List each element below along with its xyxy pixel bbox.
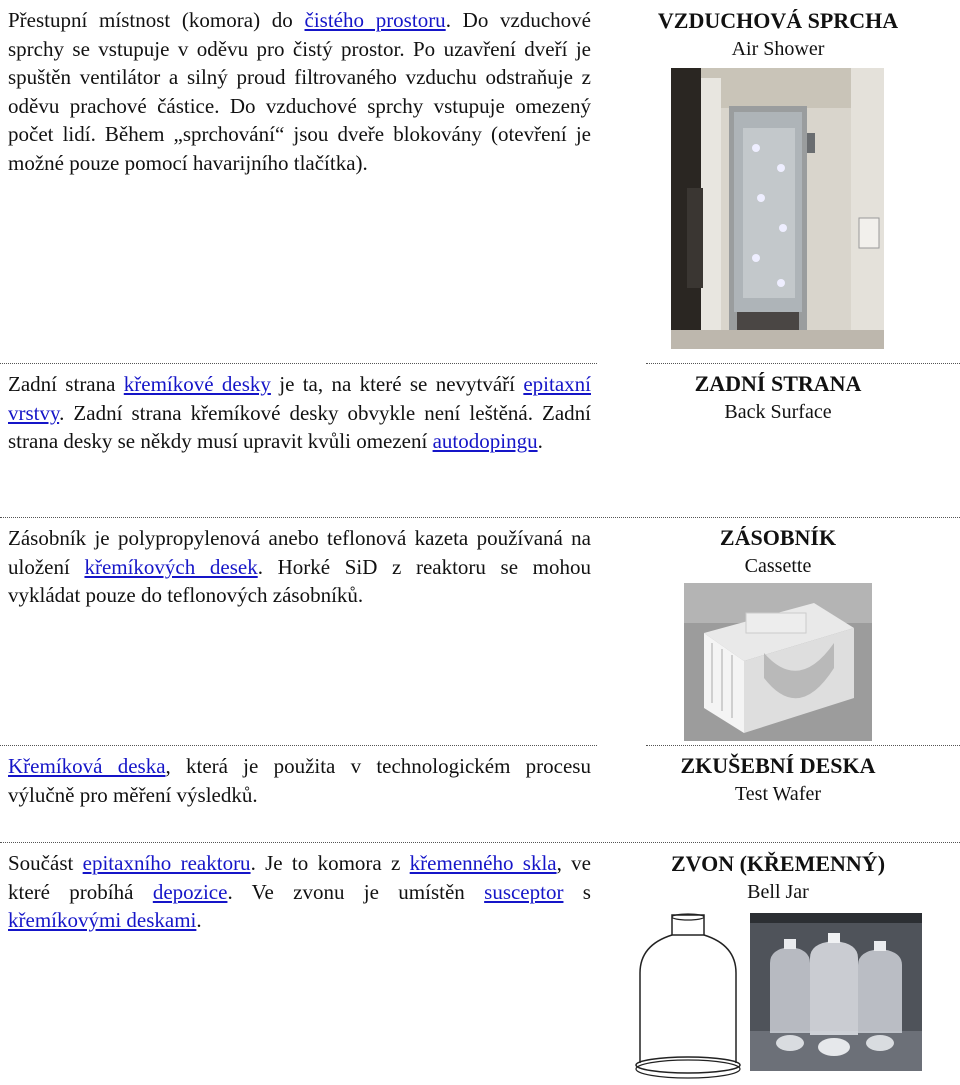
glossary-link[interactable]: epitaxního reaktoru xyxy=(82,851,251,875)
glossary-term xyxy=(596,850,960,906)
paragraph-text: Součást xyxy=(8,851,83,875)
glossary-link[interactable]: křemenného skla xyxy=(409,851,557,875)
term-title: ZVON (KŘEMENNÝ) xyxy=(670,851,886,876)
glossary-link[interactable]: depozice xyxy=(152,879,228,904)
glossary-description xyxy=(8,370,591,456)
glossary-link[interactable]: Křemíková deska xyxy=(8,754,166,778)
paragraph-text: Zadní strana xyxy=(8,372,124,396)
glossary-link[interactable]: epitaxní vrstvy xyxy=(8,372,591,425)
glossary-row-bell-jar xyxy=(0,843,960,1085)
bell-jar-photo xyxy=(750,913,922,1071)
glossary-link[interactable]: křemíkovými deskami xyxy=(8,908,197,932)
paragraph-text: . Zadní strana křemíkové desky obvykle není leštěná. Zadní strana desky se někdy musí upravit kvůli omezení xyxy=(8,400,591,453)
term-subtitle: Bell Jar xyxy=(747,881,809,903)
glossary-row-air-shower xyxy=(0,0,960,360)
glossary-link[interactable]: křemíkové desky xyxy=(123,372,271,396)
paragraph-text: Zásobník je polypropylenová anebo teflonová kazeta používaná na uložení xyxy=(8,526,591,579)
glossary-term xyxy=(596,7,960,63)
paragraph-text: Přestupní místnost (komora) do xyxy=(8,8,305,32)
glossary-description xyxy=(8,849,591,935)
paragraph-text: . Horké SiD z reaktoru se mohou vykládat pouze do teflonových zásobníků. xyxy=(8,554,591,607)
glossary-row-test-wafer xyxy=(0,746,960,842)
glossary-term xyxy=(596,524,960,580)
term-subtitle: Air Shower xyxy=(731,38,825,60)
paragraph-text: s xyxy=(563,879,591,904)
term-title: ZÁSOBNÍK xyxy=(719,525,837,550)
glossary-link[interactable]: autodopingu xyxy=(432,429,538,453)
glossary-row-back-surface xyxy=(0,364,960,514)
paragraph-text: je ta, na které se nevytváří xyxy=(270,372,524,396)
paragraph-text: . Ve zvonu je umístěn xyxy=(227,879,485,904)
term-title: ZKUŠEBNÍ DESKA xyxy=(680,753,876,778)
paragraph-text: . xyxy=(196,908,202,932)
glossary-term xyxy=(596,752,960,808)
term-title: VZDUCHOVÁ SPRCHA xyxy=(657,8,899,33)
term-subtitle: Cassette xyxy=(744,555,812,577)
glossary-description xyxy=(8,752,591,809)
glossary-link[interactable]: čistého prostoru xyxy=(304,8,446,32)
paragraph-text: , která je použita v technologickém procesu výlučně pro měření výsledků. xyxy=(8,754,591,807)
glossary-row-cassette xyxy=(0,518,960,743)
paragraph-text: . Do vzduchové sprchy se vstupuje v oděvu pro čistý prostor. Po uzavření dveří je spuštěn ventilátor a silný proud filtrovaného vzduchu odstraňuje z oděvu prachové částice. Do vzduchové sprchy vstupuje omezený počet lidí. Během „sprchování“ jsou dveře blokovány (otevření je možné pouze pomocí havarijního tlačítka). xyxy=(8,8,591,175)
air-shower-photo xyxy=(671,68,884,349)
glossary-link[interactable]: susceptor xyxy=(484,879,564,904)
glossary-description xyxy=(8,6,591,177)
paragraph-text: , ve které probíhá xyxy=(8,851,591,904)
bell-jar-drawing xyxy=(634,913,742,1081)
term-subtitle: Back Surface xyxy=(724,401,832,423)
glossary-description xyxy=(8,524,591,610)
glossary-link[interactable]: křemíkových desek xyxy=(84,554,258,579)
paragraph-text: . xyxy=(537,429,543,453)
term-title: ZADNÍ STRANA xyxy=(694,371,862,396)
cassette-photo xyxy=(684,583,872,741)
paragraph-text: . Je to komora z xyxy=(250,851,410,875)
glossary-term xyxy=(596,370,960,426)
term-subtitle: Test Wafer xyxy=(734,783,822,805)
